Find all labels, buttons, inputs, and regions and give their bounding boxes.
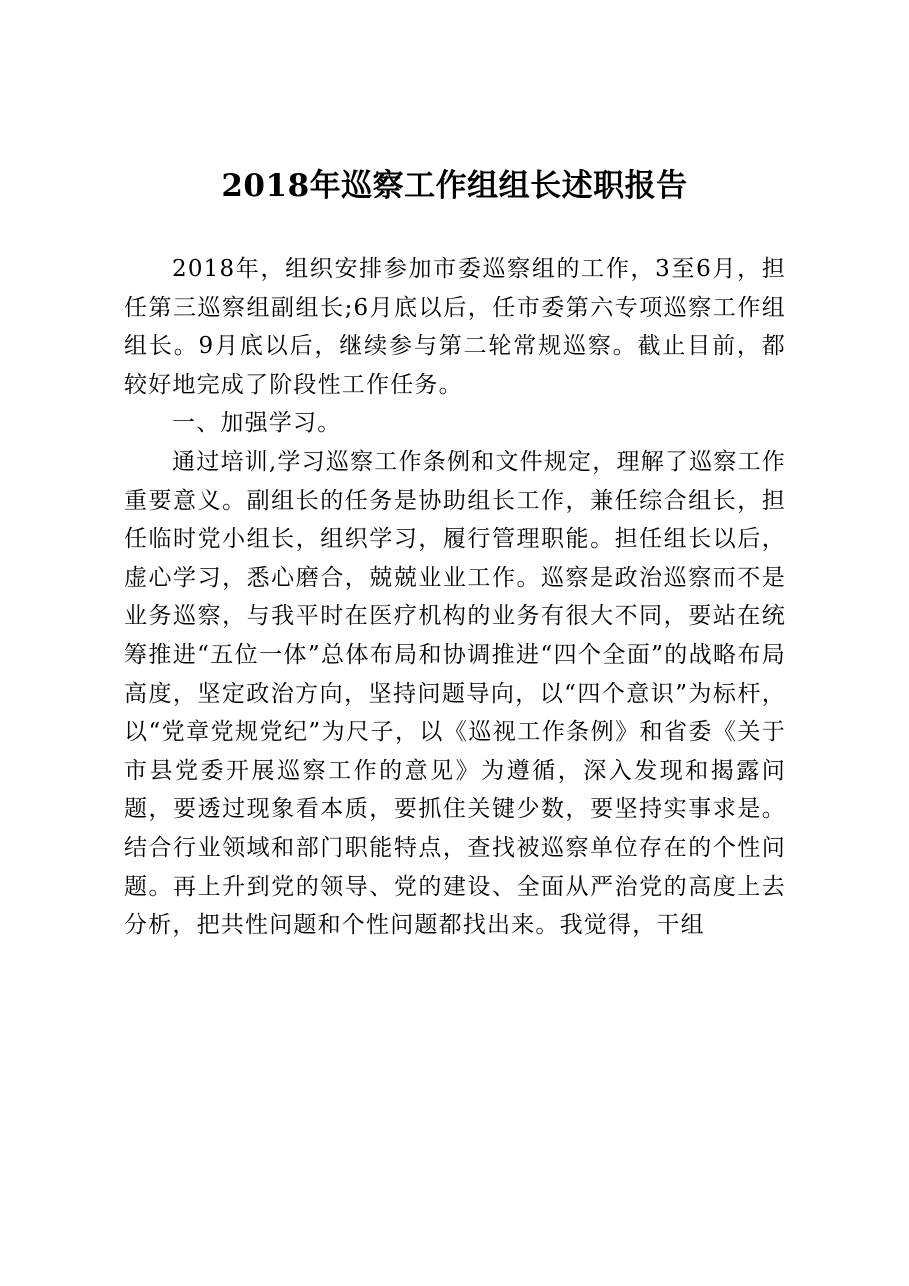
paragraph-study: 通过培训,学习巡察工作条例和文件规定，理解了巡察工作重要意义。副组长的任务是协助组长工作，兼任综合组长，担任临时党小组长，组织学习，履行管理职能。担任组长以后，虚心学习，悉心磨合，兢兢业业工作。巡察是政治巡察而不是业务巡察，与我平时在医疗机构的业务有很大不同，要站在统筹推进“五位一体”总体布局和协调推进“四个全面”的战略布局高度，坚定政治方向，坚持问题导向，以“四个意识”为标杆，以“党章党规党纪”为尺子，以《巡视工作条例》和省委《关于市县党委开展巡察工作的意见》为遵循，深入发现和揭露问题，要透过现象看本质，要抓住关键少数，要坚持实事求是。结合行业领域和部门职能特点，查找被巡察单位存在的个性问题。再上升到党的领导、党的建设、全面从严治党的高度上去分析，把共性问题和个性问题都找出来。我觉得，干组 xyxy=(124,448,786,939)
paragraph-intro: 2018年，组织安排参加市委巡察组的工作，3至6月，担任第三巡察组副组长;6月底以后，任市委第六专项巡察工作组组长。9月底以后，继续参与第二轮常规巡察。截止目前，都较好地完成了阶段性工作任务。 xyxy=(124,256,786,398)
document-title: 2018年巡察工作组组长述职报告 xyxy=(221,168,688,204)
section-heading-study: 一、加强学习。 xyxy=(172,410,342,437)
document-body xyxy=(124,250,786,945)
